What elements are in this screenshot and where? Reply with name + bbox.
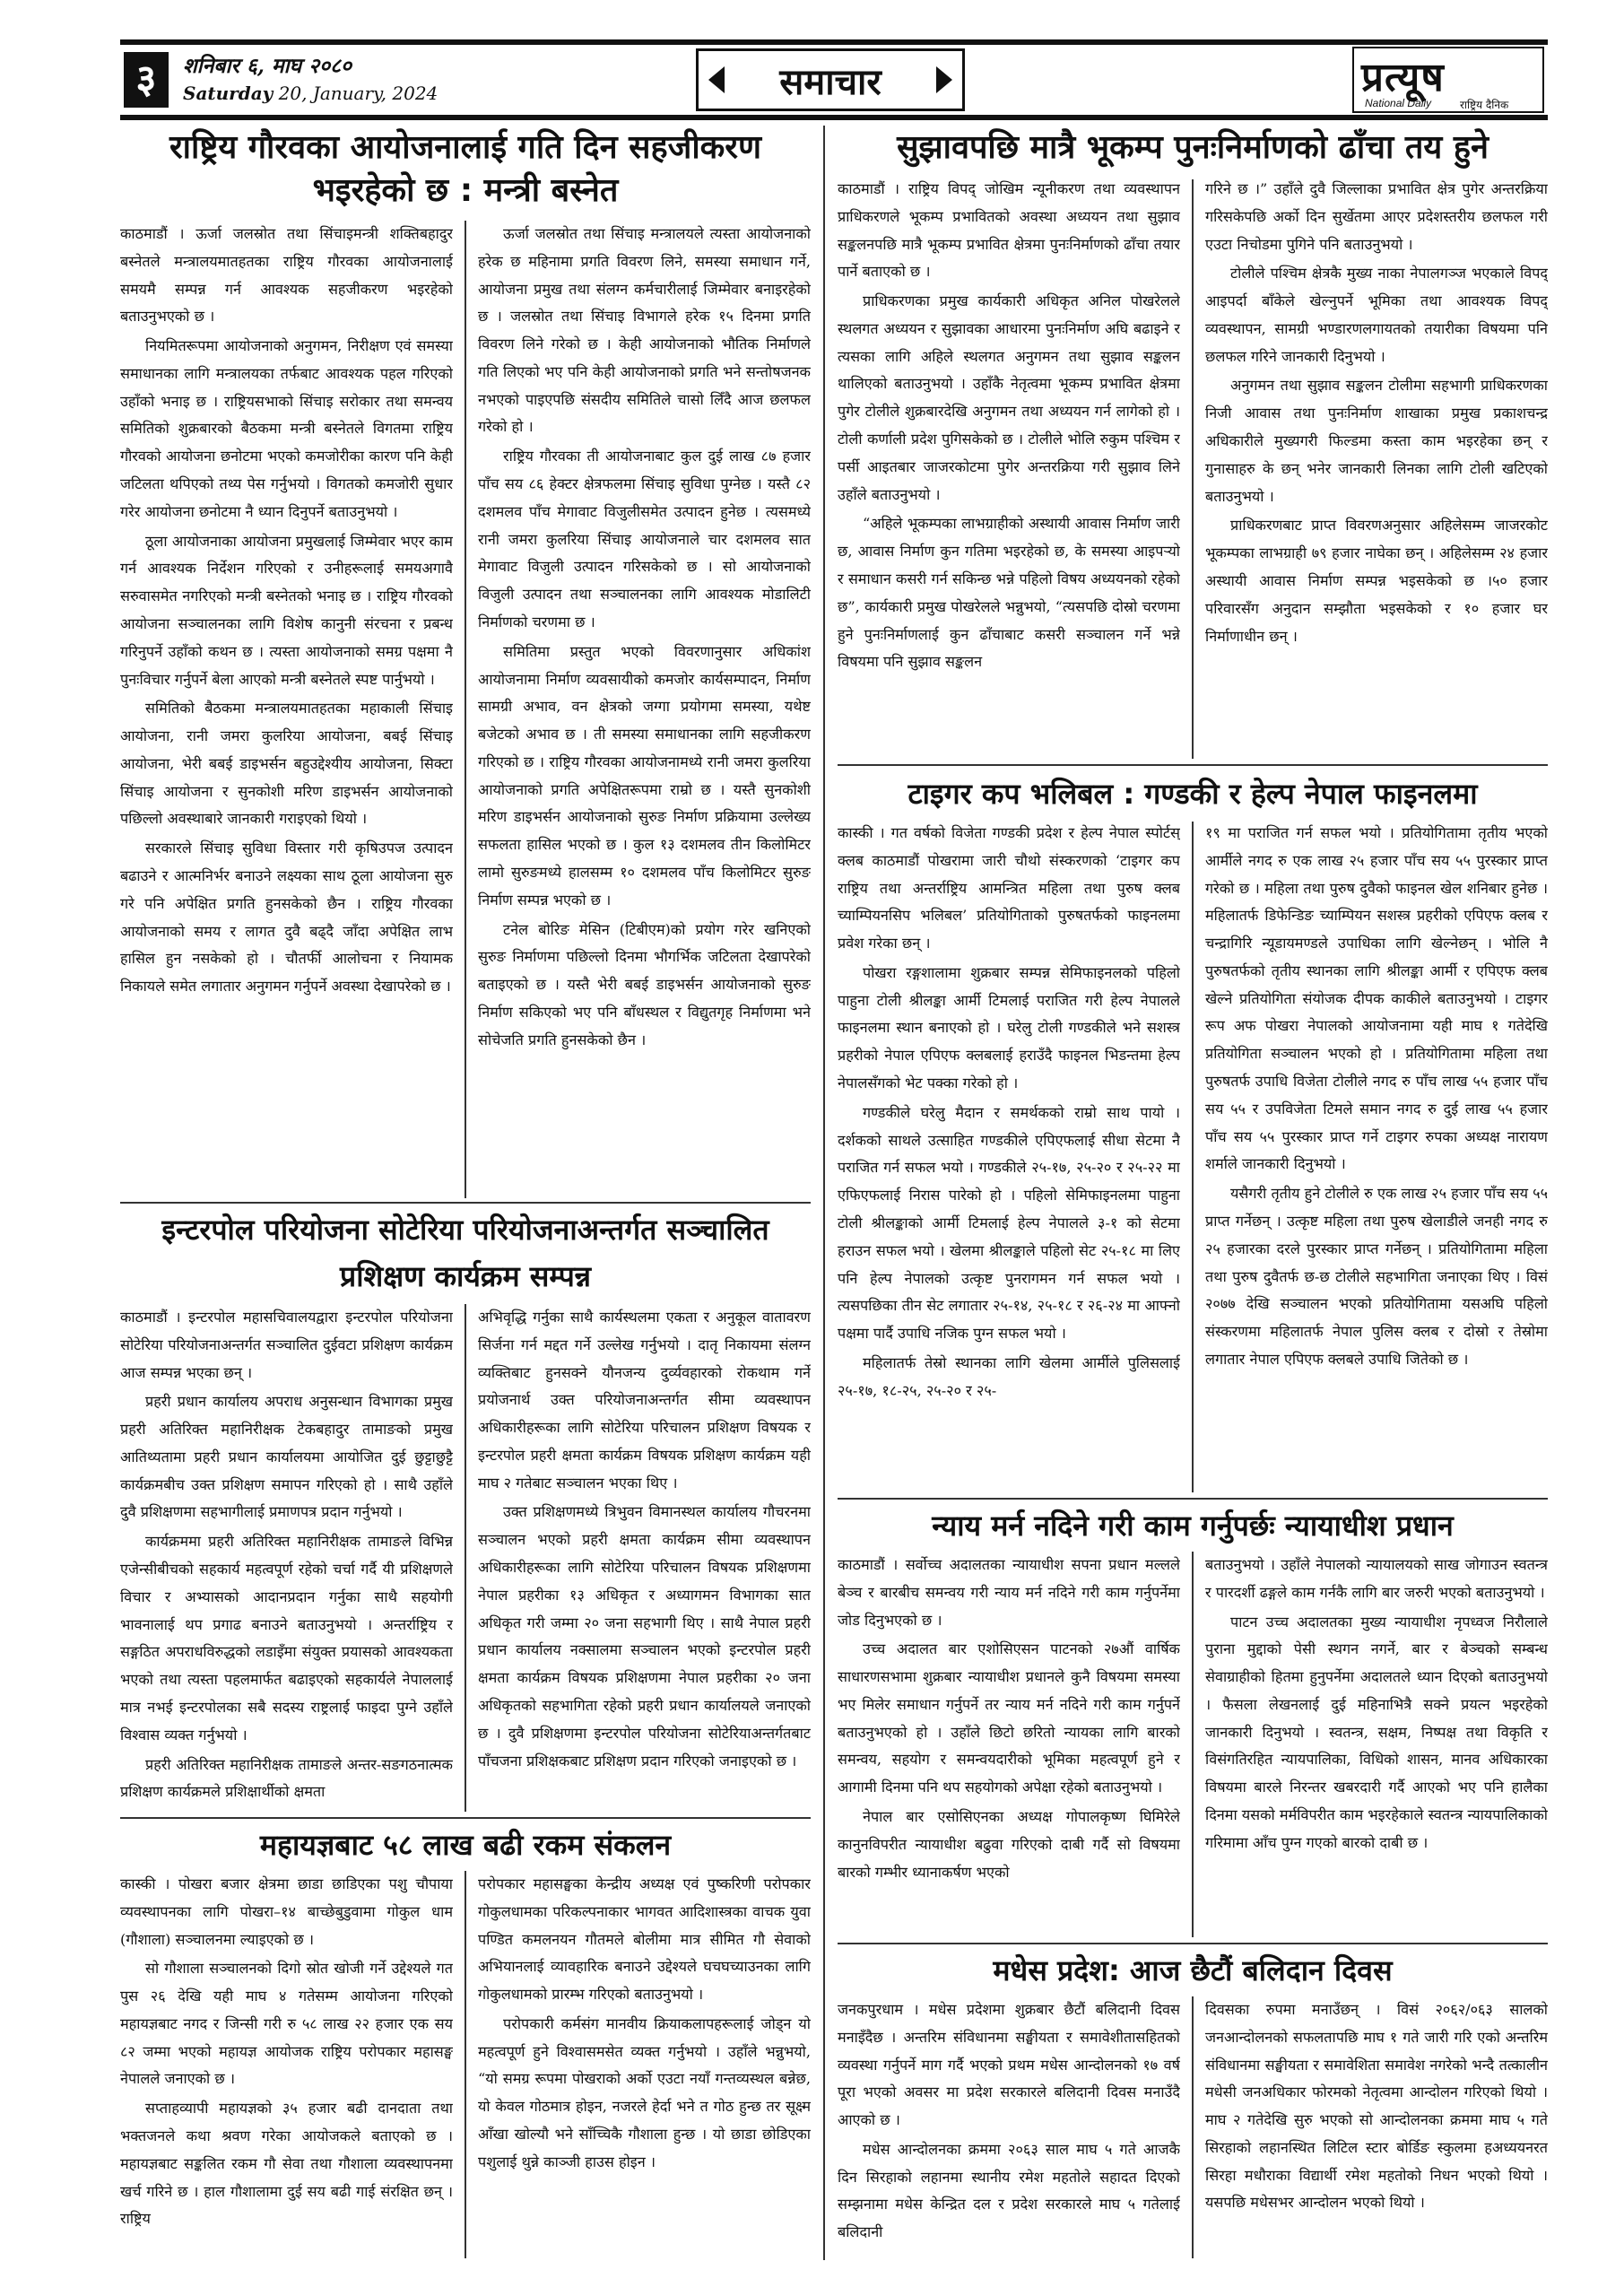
arrow-right-icon xyxy=(936,66,952,93)
paragraph: दिवसका रुपमा मनाउँछन् । विसं २०६२/०६३ सालको जनआन्दोलनको सफलतापछि माघ १ गते जारी गरि एको अन्तरिम संविधानमा सङ्घीयता र समावेशिता समावेश नगरेको भन्दै तत्कालीन मधेसी जनअधिकार फोरमको नेतृत्वमा आन्दोलन गरिएको थियो । माघ २ गतेदेखि सुरु भएको सो आन्दोलनका क्रममा माघ ५ गते सिरहाको लहानस्थित लिटिल स्टार बोर्डिङ स्कुलमा हअध्ययनरत सिरहा मधौराका विद्यार्थी रमेश महतोको निधन भएको थियो । यसपछि मधेसभर आन्दोलन भएको थियो । xyxy=(1205,2001,1548,2212)
paragraph: अभिवृद्धि गर्नुका साथै कार्यस्थलमा एकता र अनुकूल वातावरण सिर्जना गर्न मद्दत गर्ने उल्लेख गर्नुभयो । दातृ निकायमा संलग्न व्यक्तिबाट हुनसक्ने यौनजन्य दुर्व्यवहारको रोकथाम गर्ने प्रयोजनार्थ उक्त परियोजनाअन्तर्गत सीमा व्यवस्थापन अधिकारीहरूका लागि सोटेरिया परिचालन प्रशिक्षण विषयक र इन्टरपोल प्रहरी क्षमता कार्यक्रम विषयक प्रशिक्षण कार्यक्रम यही माघ २ गतेबाट सञ्चालन भएका थिए । xyxy=(478,1309,811,1492)
paragraph: उच्च अदालत बार एशोसिएसन पाटनको २७औं वार्षिक साधारणसभामा शुक्रबार न्यायाधीश प्रधानले कुनै विषयमा समस्या भए मिलेर समाधान गर्नुपर्ने तर न्याय मर्न नदिने गरी काम गर्नुपर्ने बताउनुभएको हो । उहाँले छिटो छरितो न्यायका लागि बारको समन्वय, सहयोग र समन्वयदारीको भूमिका महत्वपूर्ण हुने र आगामी दिनमा पनि थप सहयोगको अपेक्षा रहेको बताउनुभयो । xyxy=(838,1640,1180,1796)
headline-line-1: न्याय मर्न नदिने गरी काम गर्नुपर्छः न्यायाधीश प्रधान xyxy=(932,1509,1454,1543)
paragraph: पाटन उच्च अदालतका मुख्य न्यायाधीश नृपध्वज निरौलाले पुराना मुद्दाको पेसी स्थगन नगर्ने, बार र बेञ्चको सम्बन्ध सेवाग्राहीको हितमा हुनुपर्नेमा अदालतले ध्यान दिएको बताउनुभयो । फैसला लेखनलाई दुई महिनाभित्रै सक्ने प्रयत्न भइरहेको जानकारी दिनुभयो । स्वतन्त्र, सक्षम, निष्पक्ष तथा विकृति र विसंगतिरहित न्यायपालिका, विधिको शासन, मानव अधिकारका विषयमा बारले निरन्तर खबरदारी गर्दै आएको भए पनि हालैका दिनमा यसको मर्मविपरीत काम भइरहेकाले स्वतन्त्र न्यायपालिकाको गरिमामा आँच पुग्न गएको बारको दाबी छ । xyxy=(1205,1613,1548,1851)
paragraph: काठमाडौं । इन्टरपोल महासचिवालयद्वारा इन्टरपोल परियोजना सोटेरिया परियोजनाअन्तर्गत सञ्चालित दुईवटा प्रशिक्षण कार्यक्रम आज सम्पन्न भएका छन् । xyxy=(120,1309,453,1381)
date-nepali: शनिबार ६, माघ २०८० xyxy=(183,54,352,78)
column-divider xyxy=(1192,822,1194,1492)
column-divider xyxy=(1192,1996,1194,2258)
paragraph: परोपकारी कर्मसंग मानवीय क्रियाकलापहरूलाई जोड्न यो महत्वपूर्ण हुने विश्वासमसेत व्यक्त गर्नुभयो । उहाँले भन्नुभयो, “यो समग्र रूपमा पोखराको अर्को एउटा नयाँ गन्तव्यस्थल बन्नेछ, यो केवल गोठमात्र होइन, नजरले हेर्दा भने त गोठ हुन्छ तर सूक्ष्म आँखा खोल्यौ भने साँच्चिकै गौशाला हुन्छ । यो छाडा छोडिएका पशुलाई थुन्ने काञ्जी हाउस होइन । xyxy=(478,2014,811,2170)
article-column xyxy=(838,820,1180,1494)
masthead-bottom-rule xyxy=(120,115,1548,120)
headline-line-2: भइरहेको छ : मन्त्री बस्नेत xyxy=(312,172,619,209)
paragraph: काठमाडौं । सर्वोच्च अदालतका न्यायाधीश सपना प्रधान मल्लले बेञ्च र बारबीच समन्वय गरी न्याय मर्न नदिने गरी काम गर्नुपर्नेमा जोड दिनुभएको छ । xyxy=(838,1556,1180,1629)
paragraph: राष्ट्रिय गौरवका ती आयोजनाबाट कुल दुई लाख ८७ हजार पाँच सय ८६ हेक्टर क्षेत्रफलमा सिंचाइ सुविधा पुग्नेछ । यस्तै ८२ दशमलव पाँच मेगावाट विजुलीसमेत उत्पादन हुनेछ । त्यसमध्ये रानी जमरा कुलरिया सिंचाइ आयोजनाले चार दशमलव सात मेगावाट विजुली उत्पादन गरिसकेको छ । सो आयोजनाको विजुली उत्पादन तथा सञ्चालनका लागि आवश्यक मोडालिटी निर्माणको चरणमा छ । xyxy=(478,448,811,631)
paragraph: प्राधिकरणका प्रमुख कार्यकारी अधिकृत अनिल पोखरेलले स्थलगत अध्ययन र सुझावका आधारमा पुनःनिर्माण अघि बढाइने र त्यसका लागि अहिले स्थलगत अनुगमन तथा सुझाव सङ्कलन थालिएको बताउनुभयो । उहाँकै नेतृत्वमा भूकम्प प्रभावित क्षेत्रमा पुगेर टोलीले शुक्रबारदेखि अनुगमन तथा अध्ययन गर्न लागेको हो । टोली कर्णाली प्रदेश पुगिसकेको छ । टोलीले भोलि रुकुम पश्चिम र पर्सी आइतबार जाजरकोटमा पुगेर अन्तरक्रिया गरी सुझाव लिने उहाँले बताउनुभयो । xyxy=(838,292,1180,503)
article-divider xyxy=(120,1817,811,1819)
logo-tagline-en: National Daily xyxy=(1365,97,1432,109)
column-divider xyxy=(465,1871,466,2258)
paragraph: गरिने छ ।” उहाँले दुवै जिल्लाका प्रभावित क्षेत्र पुगेर अन्तरक्रिया गरिसकेपछि अर्को दिन सुर्खेतमा आएर प्रदेशस्तरीय छलफल गरी एउटा निचोडमा पुगिने पनि बताउनुभयो । xyxy=(1205,180,1548,253)
article-column xyxy=(838,1996,1180,2258)
article-divider xyxy=(838,1943,1548,1944)
column-divider xyxy=(1192,1552,1194,1937)
paragraph: महिलातर्फ तेस्रो स्थानका लागि खेलमा आर्मीले पुलिसलाई २५-१७, १८-२५, २५-२० र २५- xyxy=(838,1353,1180,1399)
page-number: ३ xyxy=(124,52,169,108)
logo-name: प्रत्यूष xyxy=(1361,55,1445,100)
headline-line-1: टाइगर कप भलिबल : गण्डकी र हेल्प नेपाल फाइनलमा xyxy=(908,777,1478,811)
paragraph: प्राधिकरणबाट प्राप्त विवरणअनुसार अहिलेसम्म जाजरकोट भूकम्पका लाभग्राही ७९ हजार नाघेका छन् । अहिलेसम्म २४ हजार अस्थायी आवास निर्माण सम्पन्न भइसकेको छ ।५० हजार परिवारसँग अनुदान सम्झौता भइसकेको र १० हजार घर निर्माणाधीन छन् । xyxy=(1205,517,1548,645)
arrow-left-icon xyxy=(708,66,725,93)
paragraph: समितिमा प्रस्तुत भएको विवरणानुसार अधिकांश आयोजनामा निर्माण व्यवसायीको कमजोर कार्यसम्पादन, निर्माण सामग्री अभाव, वन क्षेत्रको जग्गा प्रयोगमा समस्या, यथेष्ट बजेटको अभाव छ । ती समस्या समाधानका लागि सहजीकरण गरिएको छ । राष्ट्रिय गौरवका आयोजनामध्ये रानी जमरा कुलरिया आयोजनाको प्रगति अपेक्षितरूपमा राम्रो छ । यस्तै सुनकोशी मरिण डाइभर्सन आयोजनाको सुरुङ निर्माण प्रक्रियामा उल्लेख्य सफलता हासिल भएको छ । कुल १३ दशमलव तीन किलोमिटर लामो सुरुङमध्ये हालसम्म १० दशमलव पाँच किलोमिटर सुरुङ निर्माण सम्पन्न भएको छ । xyxy=(478,642,811,909)
paragraph: समितिको बैठकमा मन्त्रालयमातहतका महाकाली सिंचाइ आयोजना, रानी जमरा कुलरिया आयोजना, बबई सिंचाइ आयोजना, भेरी बबई डाइभर्सन बहुउद्देश्यीय आयोजना, सिक्टा सिंचाइ आयोजना र सुनकोशी मरिण डाइभर्सन आयोजनाको पछिल्लो अवस्थाबारे जानकारी गराइएको थियो । xyxy=(120,700,453,828)
column-divider xyxy=(465,1304,466,1812)
column-divider xyxy=(465,221,466,1198)
section-banner xyxy=(696,48,965,111)
article-column xyxy=(120,221,453,1198)
paragraph: टनेल बोरिङ मेसिन (टिबीएम)को प्रयोग गरेर खनिएको सुरुङ निर्माणमा पछिल्लो दिनमा भौगर्भिक जटिलता देखापरेको बताइएको छ । यस्तै भेरी बबई डाइभर्सन आयोजनाको सुरुङ निर्माण सकिएको भए पनि बाँधस्थल र विद्युतगृह निर्माणमा भने सोचेजति प्रगति हुनसकेको छैन । xyxy=(478,920,811,1048)
article-column xyxy=(1205,176,1548,759)
paragraph: उक्त प्रशिक्षणमध्ये त्रिभुवन विमानस्थल कार्यालय गौचरनमा सञ्चालन भएको प्रहरी क्षमता कार्यक्रम सीमा व्यवस्थापन अधिकारीहरूका लागि सोटेरिया परिचालन विषयक प्रशिक्षणमा नेपाल प्रहरीका १३ अधिकृत र अध्यागमन विभागका सात अधिकृत गरी जम्मा २० जना सहभागी थिए । साथै नेपाल प्रहरी प्रधान कार्यालय नक्सालमा सञ्चालन भएको इन्टरपोल प्रहरी क्षमता कार्यक्रम विषयक प्रशिक्षणमा नेपाल प्रहरीका २० जना अधिकृतको सहभागिता रहेको प्रहरी प्रधान कार्यालयले जनाएको छ । दुवै प्रशिक्षणमा इन्टरपोल परियोजना सोटेरियाअन्तर्गतबाट पाँचजना प्रशिक्षकबाट प्रशिक्षण प्रदान गरिएको जनाइएको छ । xyxy=(478,1503,811,1770)
article-column xyxy=(120,1304,453,1812)
headline-line-1: राष्ट्रिय गौरवका आयोजनालाई गति दिन सहजीकरण xyxy=(169,129,762,166)
masthead-top-rule xyxy=(120,39,1548,45)
paragraph: बताउनुभयो । उहाँले नेपालको न्यायालयको साख जोगाउन स्वतन्त्र र पारदर्शी ढङ्गले काम गर्नकै लागि बार जरुरी भएको बताउनुभयो । xyxy=(1205,1556,1548,1601)
paragraph: परोपकार महासङ्घका केन्द्रीय अध्यक्ष एवं पुष्करिणी परोपकार गोकुलधामका परिकल्पनाकार भागवत आदिशास्त्रका वाचक युवा पण्डित कमलनयन गौतमले बोलीमा मात्र सीमित गौ सेवाको अभियानलाई व्यावहारिक बनाउने उद्देश्यले घचघच्याउनका लागि गोकुलधामको प्रारम्भ गरिएको बताउनुभयो । xyxy=(478,1875,811,2004)
headline-line-1: मधेस प्रदेश: आज छैटौं बलिदान दिवस xyxy=(993,1953,1393,1987)
date-english xyxy=(183,83,438,104)
article-column xyxy=(1205,1552,1548,1937)
paragraph: अनुगमन तथा सुझाव सङ्कलन टोलीमा सहभागी प्राधिकरणका निजी आवास तथा पुनःनिर्माण शाखाका प्रमुख प्रकाशचन्द्र अधिकारीले मुख्यगरी फिल्डमा कस्ता काम भइरहेका छन् र गुनासाहरु के छन् भनेर जानकारी लिनका लागि टोली खटिएको बताउनुभयो । xyxy=(1205,377,1548,505)
article-column xyxy=(1205,1996,1548,2258)
article-divider xyxy=(838,764,1548,766)
article-column xyxy=(120,1871,453,2258)
paragraph: प्रहरी अतिरिक्त महानिरीक्षक तामाङले अन्तर-सङगठनात्मक प्रशिक्षण कार्यक्रमले प्रशिक्षार्थीको क्षमता xyxy=(120,1755,453,1801)
column-divider xyxy=(1192,179,1194,759)
paragraph: कार्यक्रममा प्रहरी अतिरिक्त महानिरीक्षक तामाङले विभिन्न एजेन्सीबीचको सहकार्य महत्वपूर्ण रहेको चर्चा गर्दै यी प्रशिक्षणले विचार र अभ्यासको आदानप्रदान गर्नुका साथै सहयोगी भावनालाई थप प्रगाढ बनाउने बताउनुभयो । अन्तर्राष्ट्रिय र सङ्गठित अपराधविरुद्धको लडाइँमा संयुक्त प्रयासको आवश्यकता भएको तथा त्यस्ता पहलमार्फत बढाइएको सहकार्यले नेपाललाई मात्र नभई इन्टरपोलका सबै सदस्य राष्ट्रलाई फाइदा पुग्ने उहाँले विश्वास व्यक्त गर्नुभयो । xyxy=(120,1533,453,1744)
paragraph: नेपाल बार एसोसिएनका अध्यक्ष गोपालकृष्ण घिमिरेले कानुनविपरीत न्यायाधीश बढुवा गरिएको दाबी गर्दै सो विषयमा बारको गम्भीर ध्यानाकर्षण भएको xyxy=(838,1808,1180,1881)
article-column xyxy=(478,1304,811,1812)
date-english-day: Saturday xyxy=(183,83,274,104)
headline-line-1: इन्टरपोल परियोजना सोटेरिया परियोजनाअन्तर्गत सञ्चालित xyxy=(161,1213,769,1247)
article-column xyxy=(478,221,811,1198)
paragraph: कास्की । पोखरा बजार क्षेत्रमा छाडा छाडिएका पशु चौपाया व्यवस्थापनका लागि पोखरा–१४ बाच्छेबुडुवामा गोकुल धाम (गौशाला) सञ्चालनमा ल्याइएको छ । xyxy=(120,1875,453,1948)
newspaper-logo xyxy=(1352,47,1544,113)
logo-tagline-np: राष्ट्रिय दैनिक xyxy=(1460,99,1509,111)
paragraph: काठमाडौं । ऊर्जा जलस्रोत तथा सिंचाइमन्त्री शक्तिबहादुर बस्नेतले मन्त्रालयमातहतका राष्ट्रिय गौरवका आयोजनालाई समयमै सम्पन्न गर्न आवश्यक सहजीकरण भइरहेको बताउनुभएको छ । xyxy=(120,225,453,326)
date-english-rest: 20, January, 2024 xyxy=(278,83,439,104)
paragraph: पोखरा रङ्गशालामा शुक्रबार सम्पन्न सेमिफाइनलको पहिलो पाहुना टोली श्रीलङ्का आर्मी टिमलाई पराजित गरी हेल्प नेपालले फाइनलमा स्थान बनाएको हो । घरेलु टोली गण्डकीले भने सशस्त्र प्रहरीको नेपाल एपिएफ क्लबलाई हराउँदै फाइनल भिडन्तमा हेल्प नेपालसँगको भेट पक्का गरेको हो । xyxy=(838,963,1180,1092)
paragraph: नियमितरूपमा आयोजनाको अनुगमन, निरीक्षण एवं समस्या समाधानका लागि मन्त्रालयका तर्फबाट आवश्यक पहल गरिएको उहाँको भनाइ छ । राष्ट्रियसभाको सिंचाइ सरोकार तथा समन्वय समितिको शुक्रबारको बैठकमा मन्त्री बस्नेतले विगतमा राष्ट्रिय गौरवको आयोजना छनोटमा भएको कमजोरीका कारण पनि केही जटिलता थपिएको तथ्य पेस गर्नुभयो । विगतको कमजोरी सुधार गरेर आयोजना छनोटमा नै ध्यान दिनुपर्ने बताउनुभयो । xyxy=(120,337,453,520)
paragraph: टोलीले पश्चिम क्षेत्रकै मुख्य नाका नेपालगञ्ज भएकाले विपद् आइपर्दा बाँकेले खेल्नुपर्ने भूमिका तथा आवश्यक विपद् व्यवस्थापन, सामग्री भण्डारणलगायतको तयारीका विषयमा पनि छलफल गरिने जानकारी दिनुभयो । xyxy=(1205,265,1548,365)
paragraph: सरकारले सिंचाइ सुविधा विस्तार गरी कृषिउपज उत्पादन बढाउने र आत्मनिर्भर बनाउने लक्ष्यका साथ ठूला आयोजना सुरु गरे पनि अपेक्षित प्रगति हुनसकेको छैन । राष्ट्रिय गौरवका आयोजनाको समय र लागत दुवै बढ्दै जाँदा अपेक्षित लाभ हासिल हुन नसकेको हो । चौतर्फी आलोचना र नियामक निकायले समेत लगातार अनुगमन गर्नुपर्ने अवस्था देखापरेको छ । xyxy=(120,839,453,996)
paragraph: ऊर्जा जलस्रोत तथा सिंचाइ मन्त्रालयले त्यस्ता आयोजनाको हरेक छ महिनामा प्रगति विवरण लिने, समस्या समाधान गर्ने, आयोजना प्रमुख तथा संलग्न कर्मचारीलाई जिम्मेवार बनाइरहेको छ । जलस्रोत तथा सिंचाइ विभागले हरेक १५ दिनमा प्रगति विवरण लिने गरेको छ । केही आयोजनाको भौतिक निर्माणले गति लिएको भए पनि केही आयोजनाको प्रगति भने सन्तोषजनक नभएको पाइएपछि संसदीय समितिले चासो लिँदै आज छलफल गरेको हो । xyxy=(478,225,811,436)
paragraph: १९ मा पराजित गर्न सफल भयो । प्रतियोगितामा तृतीय भएको आर्मीले नगद रु एक लाख २५ हजार पाँच सय ५५ पुरस्कार प्राप्त गरेको छ । महिला तथा पुरुष दुवैको फाइनल खेल शनिबार हुनेछ । महिलातर्फ डिफेन्डिङ च्याम्पियन सशस्त्र प्रहरीको एपिएफ क्लब र चन्द्रागिरि न्यूडायमण्डले उपाधिका लागि खेल्नेछन् । भोलि नै पुरुषतर्फको तृतीय स्थानका लागि श्रीलङ्का आर्मी र एपिएफ क्लब खेल्ने प्रतियोगिता संयोजक दीपक काकीले बताउनुभयो । टाइगर रूप अफ पोखरा नेपालको आयोजनामा यही माघ १ गतेदेखि प्रतियोगिता सञ्चालन भएको हो । प्रतियोगितामा महिला तथा पुरुषतर्फ उपाधि विजेता टोलीले नगद रु पाँच लाख ५५ हजार पाँच सय ५५ र उपविजेता टिमले समान नगद रु दुई लाख ५५ हजार पाँच सय ५५ पुरस्कार प्राप्त गर्ने टाइगर रुपका अध्यक्ष नारायण शर्माले जानकारी दिनुभयो । xyxy=(1205,824,1548,1173)
article-column xyxy=(478,1871,811,2258)
page-divider xyxy=(823,126,825,2260)
section-title: समाचार xyxy=(779,61,881,103)
article-column xyxy=(1205,820,1548,1494)
paragraph: कास्की । गत वर्षको विजेता गण्डकी प्रदेश र हेल्प नेपाल स्पोर्टस् क्लब काठमाडौं पोखरामा जारी चौथो संस्करणको ‘टाइगर कप राष्ट्रिय तथा अन्तर्राष्ट्रिय आमन्त्रित महिला तथा पुरुष क्लब च्याम्पियनसिप भलिबल’ प्रतियोगिताको पुरुषतर्फको फाइनलमा प्रवेश गरेका छन् । xyxy=(838,824,1180,952)
paragraph: ठूला आयोजनाका आयोजना प्रमुखलाई जिम्मेवार भएर काम गर्न आवश्यक निर्देशन गरिएको र उनीहरूलाई समयअगावै सरुवासमेत नगरिएको मन्त्री बस्नेतको भनाइ छ । राष्ट्रिय गौरवको आयोजना सञ्चालनका लागि विशेष कानुनी संरचना र प्रबन्ध गरिनुपर्ने उहाँको कथन छ । त्यस्ता आयोजनाको समग्र पक्षमा नै पुनःविचार गर्नुपर्ने बेला आएको मन्त्री बस्नेतले स्पष्ट पार्नुभयो । xyxy=(120,532,453,688)
headline-line-2: प्रशिक्षण कार्यक्रम सम्पन्न xyxy=(339,1259,591,1293)
paragraph: गण्डकीले घरेलु मैदान र समर्थकको राम्रो साथ पायो । दर्शकको साथले उत्साहित गण्डकीले एपिएफलाई सीधा सेटमा नै पराजित गर्न सफल भयो । गण्डकीले २५-१७, २५-२० र २५-२२ मा एफिएफलाई निरास पारेको हो । पहिलो सेमिफाइनलमा पाहुना टोली श्रीलङ्काको आर्मी टिमलाई हेल्प नेपालले ३-१ को सेटमा हराउन सफल भयो । खेलमा श्रीलङ्काले पहिलो सेट २५-१८ मा लिए पनि हेल्प नेपालको उत्कृष्ट पुनरागमन गर्न सफल भयो । त्यसपछिका तीन सेट लगातार २५-१४, २५-१८ र २६-२४ मा आफ्नो पक्षमा पार्दै उपाधि नजिक पुग्न सफल भयो । xyxy=(838,1103,1180,1343)
paragraph: सो गौशाला सञ्चालनको दिगो स्रोत खोजी गर्ने उद्देश्यले गत पुस २६ देखि यही माघ ४ गतेसम्म आयोजना गरिएको महायज्ञबाट नगद र जिन्सी गरी रु ५८ लाख २२ हजार एक सय ८२ जम्मा भएको महायज्ञ आयोजक राष्ट्रिय परोपकार महासङ्घ नेपालले जनाएको छ । xyxy=(120,1960,453,2088)
paragraph: मधेस आन्दोलनका क्रममा २०६३ साल माघ ५ गते आजकै दिन सिरहाको लहानमा स्थानीय रमेश महतोले सहादत दिएको सम्झनामा मधेस केन्द्रित दल र प्रदेश सरकारले माघ ५ गतेलाई बलिदानी xyxy=(838,2140,1180,2241)
headline-line-1: महायज्ञबाट ५८ लाख बढी रकम संकलन xyxy=(259,1828,672,1862)
paragraph: प्रहरी प्रधान कार्यालय अपराध अनुसन्धान विभागका प्रमुख प्रहरी अतिरिक्त महानिरीक्षक टेकबहादुर तामाङको प्रमुख आतिथ्यतामा प्रहरी प्रधान कार्यालयमा आयोजित दुई छुट्टाछुट्टै कार्यक्रमबीच उक्त प्रशिक्षण समापन गरिएको हो । साथै उहाँले दुवै प्रशिक्षणमा सहभागीलाई प्रमाणपत्र प्रदान गर्नुभयो । xyxy=(120,1393,453,1521)
article-column xyxy=(838,1552,1180,1937)
paragraph: “अहिले भूकम्पका लाभग्राहीको अस्थायी आवास निर्माण जारी छ, आवास निर्माण कुन गतिमा भइरहेको छ, के समस्या आइपर्‍यो र समाधान कसरी गर्न सकिन्छ भन्ने पहिलो विषय अध्ययनको रहेको छ”, कार्यकारी प्रमुख पोखरेलले भन्नुभयो, “त्यसपछि दोस्रो चरणमा हुने पुनःनिर्माणलाई कुन ढाँचाबाट कसरी सञ्चालन गर्ने भन्ने विषयमा पनि सुझाव सङ्कलन xyxy=(838,515,1180,671)
article-column xyxy=(838,176,1180,759)
paragraph: काठमाडौं । राष्ट्रिय विपद् जोखिम न्यूनीकरण तथा व्यवस्थापन प्राधिकरणले भूकम्प प्रभावितको अवस्था अध्ययन तथा सुझाव सङ्कलनपछि मात्रै भूकम्प प्रभावित क्षेत्रमा पुनःनिर्माणको ढाँचा तयार पार्ने बताएको छ । xyxy=(838,180,1180,281)
paragraph: जनकपुरधाम । मधेस प्रदेशमा शुक्रबार छैटौं बलिदानी दिवस मनाइँदैछ । अन्तरिम संविधानमा सङ्घीयता र समावेशीतासहितको व्यवस्था गर्नुपर्ने माग गर्दै भएको प्रथम मधेस आन्दोलनको १७ वर्ष पूरा भएको अवसर मा प्रदेश सरकारले बलिदानी दिवस मनाउँदै आएको छ । xyxy=(838,2001,1180,2129)
paragraph: यसैगरी तृतीय हुने टोलीले रु एक लाख २५ हजार पाँच सय ५५ प्राप्त गर्नेछन् । उत्कृष्ट महिला तथा पुरुष खेलाडीले जनही नगद रु २५ हजारका दरले पुरस्कार प्राप्त गर्नेछन् । प्रतियोगितामा महिला तथा पुरुष दुवैतर्फ छ-छ टोलीले सहभागिता जनाएका थिए । विसं २०७७ देखि सञ्चालन भएको प्रतियोगितामा यसअघि पहिलो संस्करणमा महिलातर्फ नेपाल पुलिस क्लब र दोस्रो र तेस्रोमा लगातार नेपाल एपिएफ क्लबले उपाधि जितेको छ । xyxy=(1205,1185,1548,1368)
headline-line-1: सुझावपछि मात्रै भूकम्प पुनःनिर्माणको ढाँचा तय हुने xyxy=(897,129,1489,166)
article-divider xyxy=(120,1202,811,1204)
article-divider xyxy=(838,1498,1548,1500)
paragraph: सप्ताहव्यापी महायज्ञको ३५ हजार बढी दानदाता तथा भक्तजनले कथा श्रवण गरेका आयोजकले बताएको छ । महायज्ञबाट सङ्कलित रकम गौ सेवा तथा गौशाला व्यवस्थापनमा खर्च गरिने छ । हाल गौशालामा दुई सय बढी गाई संरक्षित छन् । राष्ट्रिय xyxy=(120,2100,453,2228)
